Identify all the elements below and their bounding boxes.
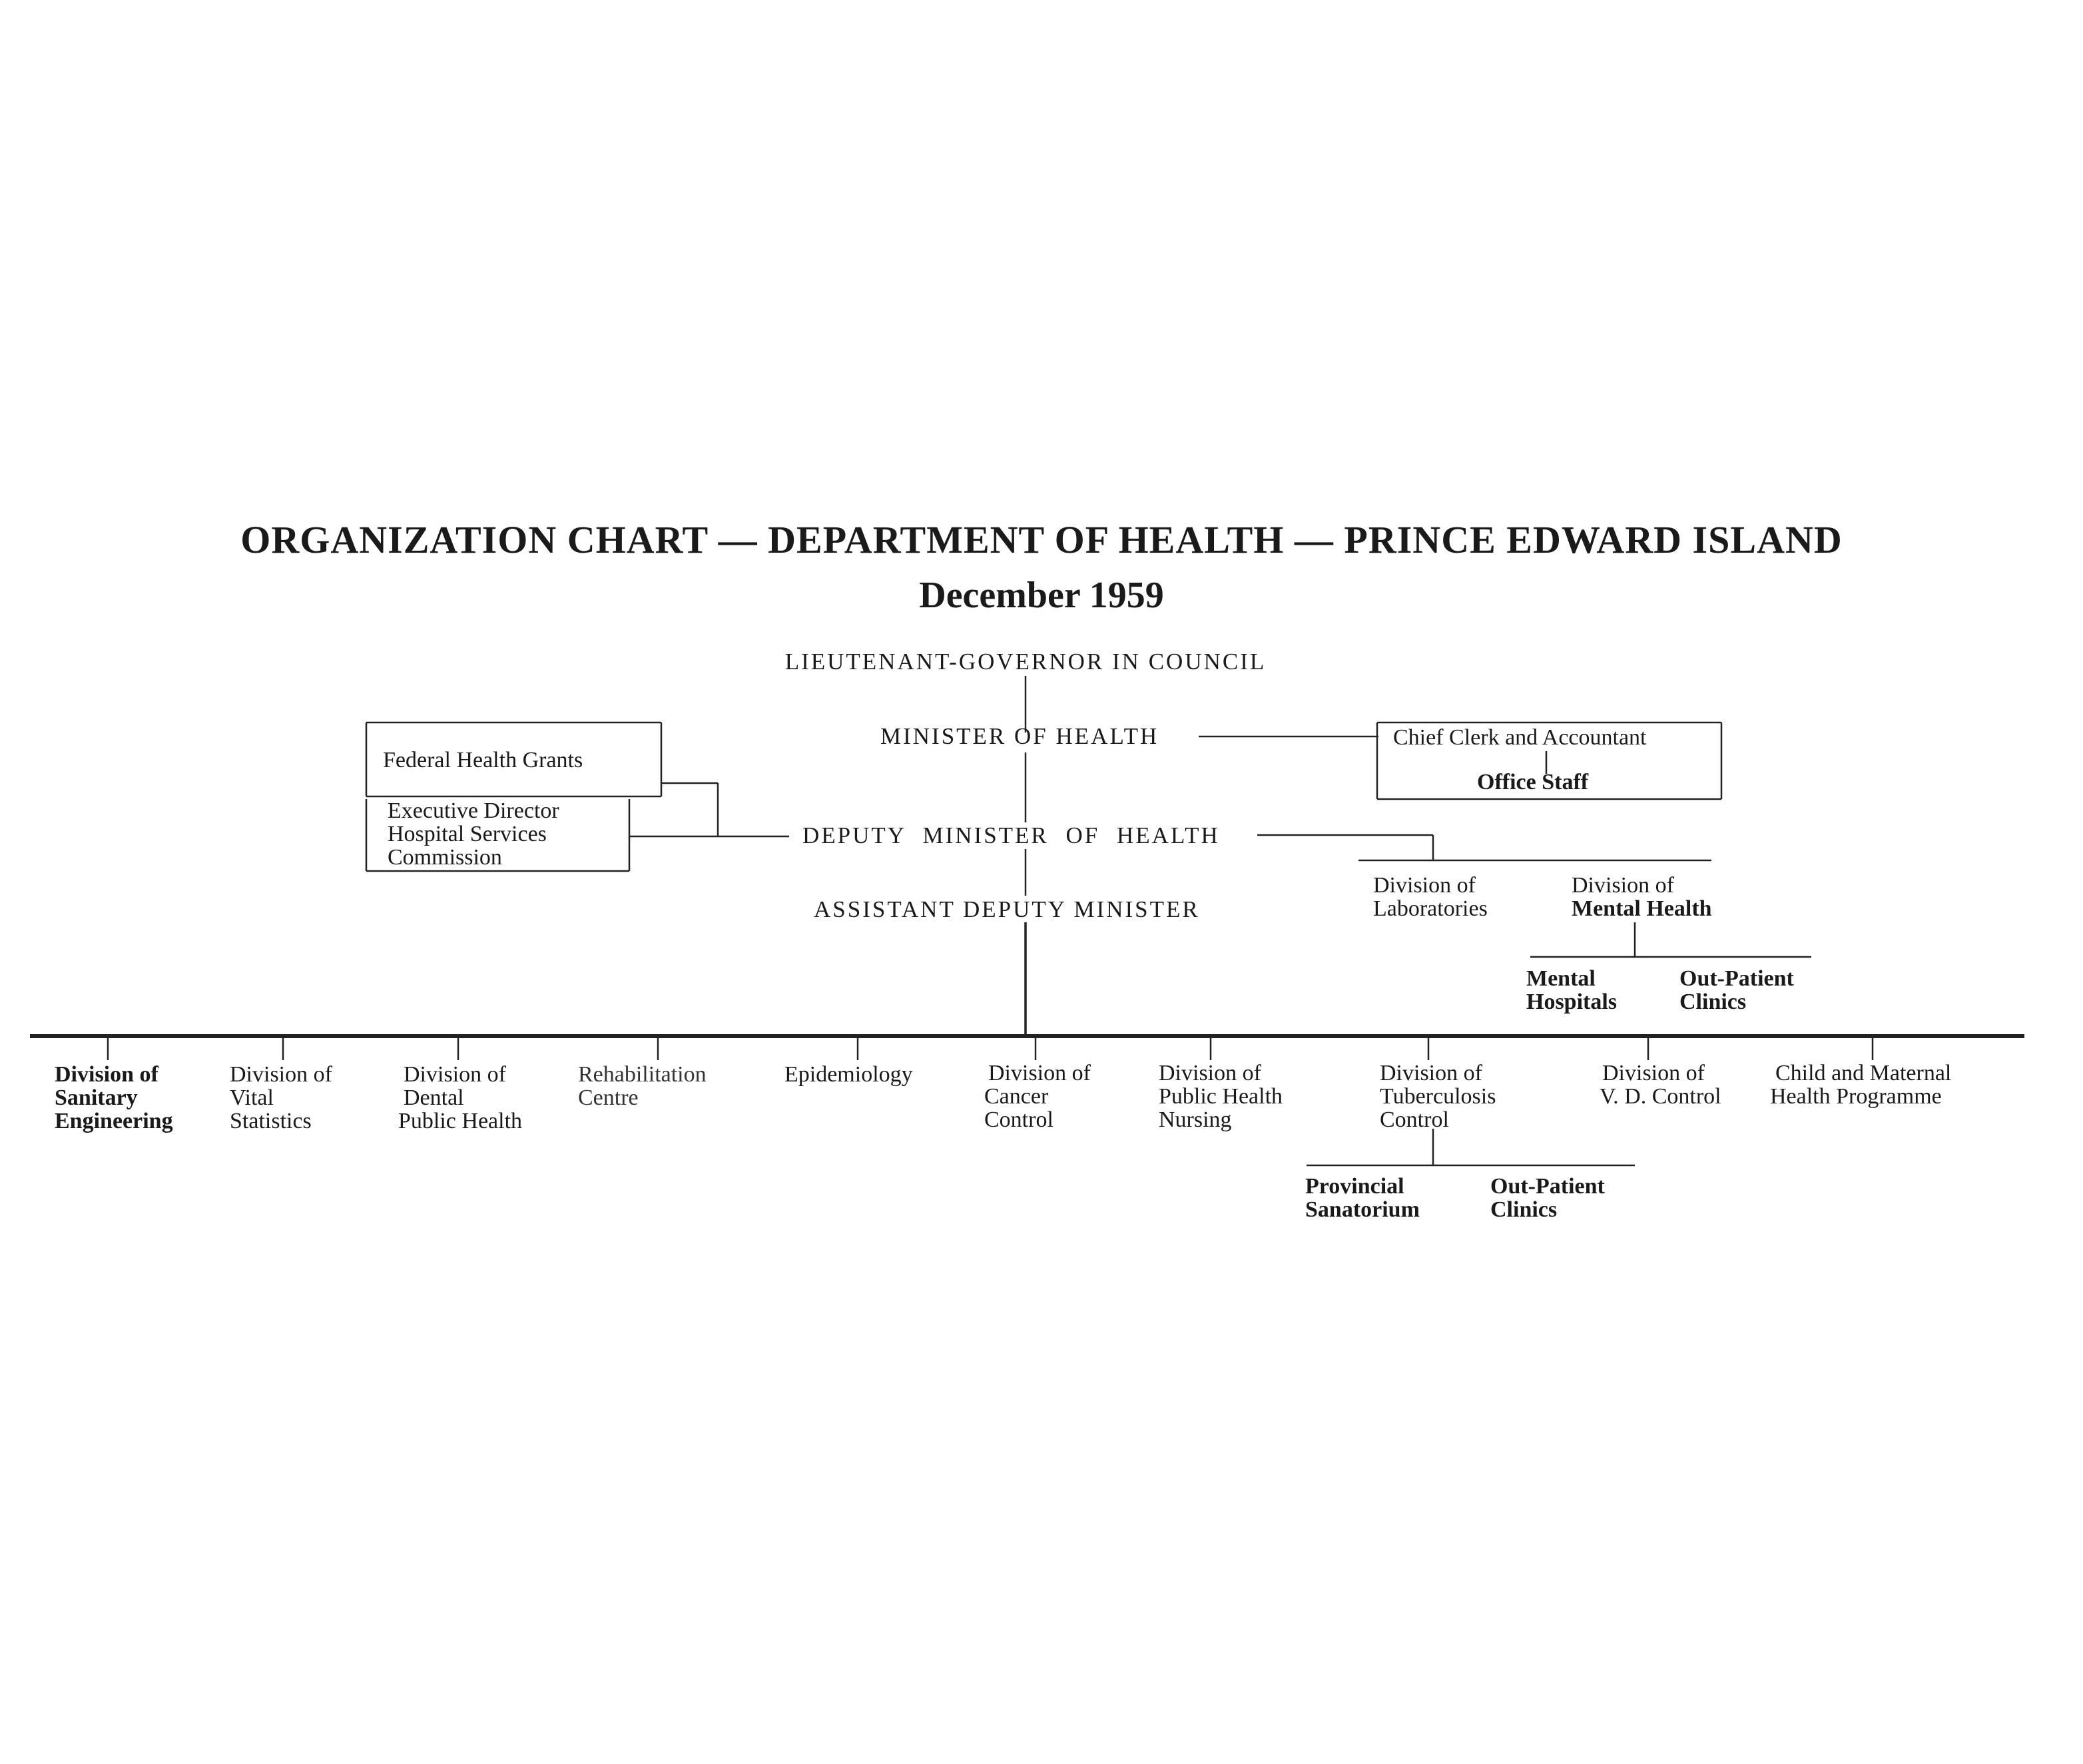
rehabilitation-centre: Rehabilitation Centre [578,1062,707,1110]
division-dental-public-health: Division of Dental Public Health [398,1062,523,1133]
provincial-sanatorium-node: Provincial Sanatorium [1305,1174,1420,1222]
division-tuberculosis-control: Division of Tuberculosis Control [1380,1061,1496,1132]
assistant-deputy-node: ASSISTANT DEPUTY MINISTER [814,896,1200,922]
division-vd-control: Division of V. D. Control [1600,1061,1721,1109]
division-vital-statistics: Division of Vital Statistics [230,1062,332,1133]
laboratories-node: Division of Laboratories [1373,873,1488,921]
page-subtitle: December 1959 [919,575,1164,616]
page-title: ORGANIZATION CHART — DEPARTMENT OF HEALTH — PRINCE EDWARD ISLAND [240,518,1843,561]
child-maternal-health: Child and Maternal Health Programme [1770,1061,1952,1109]
tb-outpatient-node: Out-Patient Clinics [1490,1174,1605,1222]
division-cancer-control: Division of Cancer Control [984,1061,1091,1132]
division-sanitary-engineering: Division of Sanitary Engineering [55,1062,173,1133]
division-public-health-nursing: Division of Public Health Nursing [1159,1061,1283,1132]
executive-director-node: Executive Director Hospital Services Commission [388,798,559,870]
deputy-minister-node: DEPUTY MINISTER OF HEALTH [802,822,1220,848]
mental-outpatient-node: Out-Patient Clinics [1679,966,1794,1014]
chief-clerk-node: Chief Clerk and Accountant [1393,725,1647,750]
federal-health-grants-node: Federal Health Grants [383,748,583,772]
mental-hospitals-node: Mental Hospitals [1526,966,1618,1014]
minister-node: MINISTER OF HEALTH [880,723,1159,749]
lieutenant-governor-node: LIEUTENANT-GOVERNOR IN COUNCIL [784,649,1267,675]
office-staff-node: Office Staff [1477,770,1589,794]
epidemiology: Epidemiology [784,1062,913,1087]
mental-health-node: Division of Mental Health [1572,873,1712,921]
